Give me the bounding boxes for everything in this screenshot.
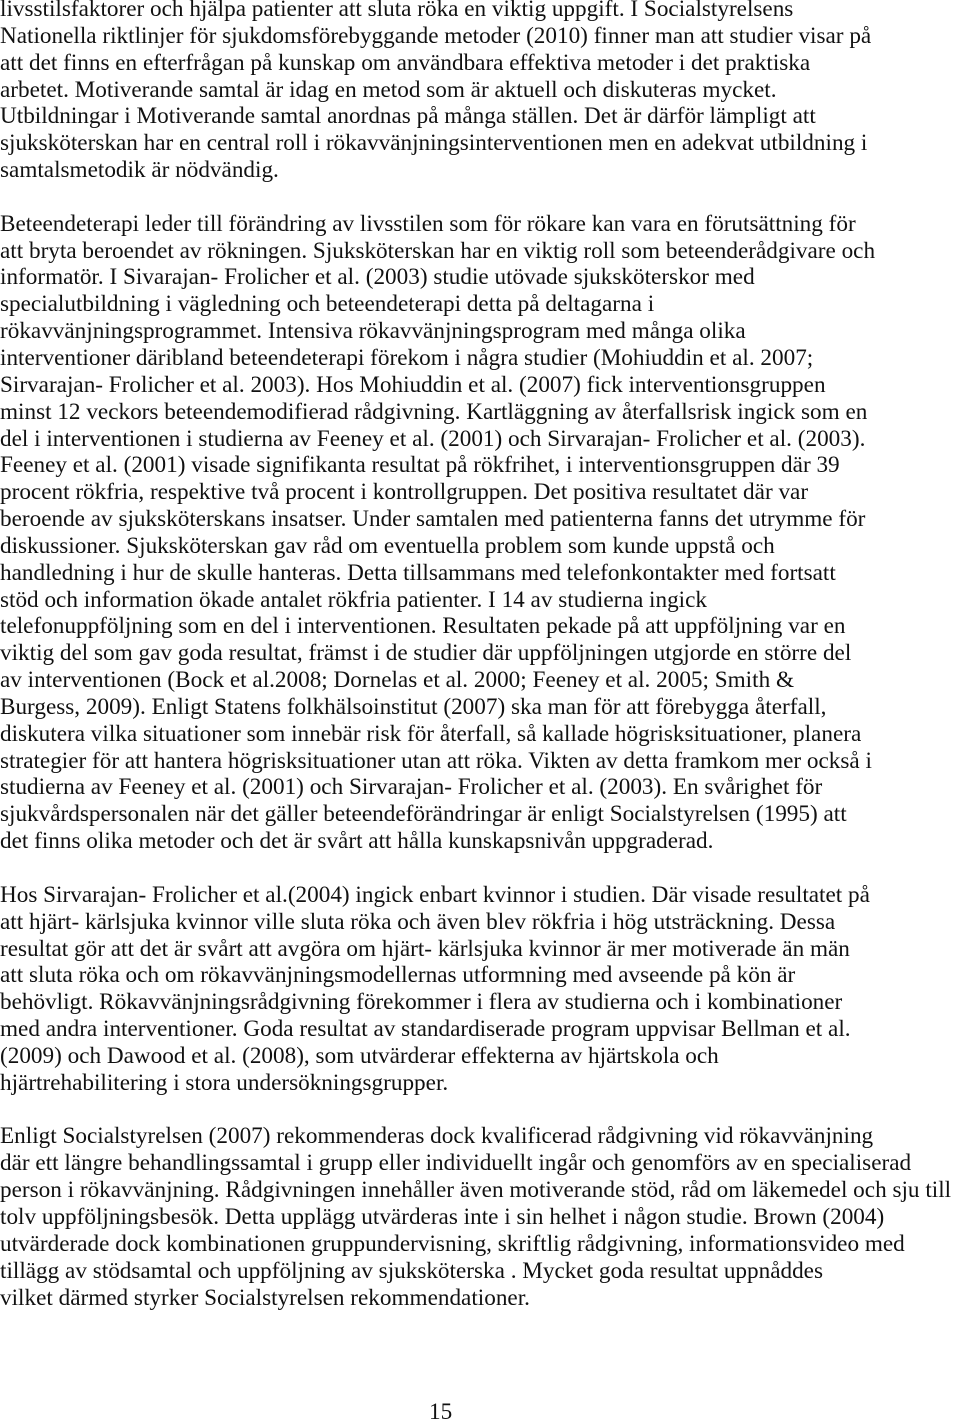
text-line: minst 12 veckors beteendemodifierad rådgivning. Kartläggning av återfallsrisk ingick som en: [0, 398, 868, 425]
text-line: Burgess, 2009). Enligt Statens folkhälsoinstitut (2007) ska man för att förebygga återfall,: [0, 693, 827, 720]
text-line: Utbildningar i Motiverande samtal anordnas på många ställen. Det är därför lämpligt att: [0, 103, 816, 130]
paragraph-2: [0, 211, 960, 855]
text-line: del i interventionen i studierna av Feeney et al. (2001) och Sirvarajan- Frolicher et al. (2003).: [0, 425, 866, 452]
text-line: att sluta röka och om rökavvänjningsmodellernas utformning med avseende på kön är: [0, 962, 796, 989]
text-line: Hos Sirvarajan- Frolicher et al.(2004) ingick enbart kvinnor i studien. Där visade resultatet på: [0, 881, 870, 908]
text-line: arbetet. Motiverande samtal är idag en metod som är aktuell och diskuteras mycket.: [0, 76, 777, 103]
text-line: strategier för att hantera högrisksituationer utan att röka. Vikten av detta framkom mer också i: [0, 747, 872, 774]
text-line: utvärderade dock kombinationen gruppundervisning, skriftlig rådgivning, informationsvideo med: [0, 1230, 905, 1257]
text-line: av interventionen (Bock et al.2008; Dornelas et al. 2000; Feeney et al. 2005; Smith &: [0, 667, 794, 694]
text-line: livsstilsfaktorer och hjälpa patienter att sluta röka en viktig uppgift. I Socialstyrelsens: [0, 0, 794, 22]
text-line: med andra interventioner. Goda resultat av standardiserade program uppvisar Bellman et al.: [0, 1016, 851, 1043]
text-line: diskussioner. Sjuksköterskan gav råd om eventuella problem som kunde uppstå och: [0, 532, 775, 559]
text-line: sjuksköterskan har en central roll i rökavvänjningsinterventionen men en adekvat utbildning i: [0, 130, 868, 157]
text-line: där ett längre behandlingssamtal i grupp eller individuellt ingår och genomförs av en specialiserad: [0, 1150, 912, 1177]
text-line: person i rökavvänjning. Rådgivningen innehåller även motiverande stöd, råd om läkemedel och sju till: [0, 1177, 952, 1204]
text-line: hjärtrehabilitering i stora undersökningsgrupper.: [0, 1069, 449, 1096]
text-line: stöd och information ökade antalet rökfria patienter. I 14 av studierna ingick: [0, 586, 707, 613]
text-line: att det finns en efterfrågan på kunskap om användbara effektiva metoder i det praktiska: [0, 49, 811, 76]
text-line: informatör. I Sivarajan- Frolicher et al. (2003) studie utövade sjuksköterskor med: [0, 264, 755, 291]
text-line: telefonuppföljning som en del i interventionen. Resultaten pekade på att uppföljning var en: [0, 613, 846, 640]
text-line: det finns olika metoder och det är svårt att hålla kunskapsnivån uppgraderad.: [0, 828, 714, 855]
text-line: att hjärt- kärlsjuka kvinnor ville sluta röka och även blev rökfria i hög utsträckning. Dessa: [0, 908, 836, 935]
text-line: studierna av Feeney et al. (2001) och Sirvarajan- Frolicher et al. (2003). En svårighet för: [0, 774, 823, 801]
text-line: procent rökfria, respektive två procent i kontrollgruppen. Det positiva resultatet där var: [0, 479, 809, 506]
text-line: specialutbildning i vägledning och beteendeterapi detta på deltagarna i: [0, 291, 655, 318]
text-line: resultat gör att det är svårt att avgöra om hjärt- kärlsjuka kvinnor är mer motiverade än män: [0, 935, 850, 962]
text-line: handledning i hur de skulle hanteras. Detta tillsammans med telefonkontakter med fortsatt: [0, 559, 836, 586]
text-line: interventioner däribland beteendeterapi förekom i några studier (Mohiuddin et al. 2007;: [0, 344, 814, 371]
paragraph-3: [0, 882, 960, 1097]
page-number: 15: [429, 1399, 453, 1423]
text-line: Beteendeterapi leder till förändring av livsstilen som för rökare kan vara en förutsättning för: [0, 210, 856, 237]
text-line: viktig del som gav goda resultat, främst i de studier där uppföljningen utgjorde en större del: [0, 640, 852, 667]
text-line: diskutera vilka situationer som innebär risk för återfall, så kallade högrisksituationer, planera: [0, 720, 862, 747]
text-line: Nationella riktlinjer för sjukdomsförebyggande metoder (2010) finner man att studier visar på: [0, 22, 872, 49]
text-line: Sirvarajan- Frolicher et al. 2003). Hos Mohiuddin et al. (2007) fick interventionsgruppen: [0, 371, 826, 398]
text-line: Enligt Socialstyrelsen (2007) rekommenderas dock kvalificerad rådgivning vid rökavvänjning: [0, 1123, 874, 1150]
text-line: vilket därmed styrker Socialstyrelsen rekommendationer.: [0, 1284, 530, 1311]
text-line: tillägg av stödsamtal och uppföljning av sjuksköterska . Mycket goda resultat uppnåddes: [0, 1257, 823, 1284]
paragraph-4: [0, 1123, 960, 1311]
text-line: sjukvårdspersonalen när det gäller beteendeförändringar är enligt Socialstyrelsen (1995) att: [0, 801, 847, 828]
text-line: (2009) och Dawood et al. (2008), som utvärderar effekterna av hjärtskola och: [0, 1042, 719, 1069]
text-line: rökavvänjningsprogrammet. Intensiva rökavvänjningsprogram med många olika: [0, 318, 746, 345]
text-line: att bryta beroendet av rökningen. Sjuksköterskan har en viktig roll som beteenderådgivare och: [0, 237, 876, 264]
paragraph-1: [0, 0, 960, 184]
text-line: tolv uppföljningsbesök. Detta upplägg utvärderas inte i sin helhet i någon studie. Brown (2004): [0, 1203, 885, 1230]
text-line: behövligt. Rökavvänjningsrådgivning förekommer i flera av studierna och i kombinationer: [0, 989, 843, 1016]
text-line: Feeney et al. (2001) visade signifikanta resultat på rökfrihet, i interventionsgruppen där 39: [0, 452, 840, 479]
text-line: beroende av sjuksköterskans insatser. Under samtalen med patienterna fanns det utrymme för: [0, 506, 866, 533]
text-line: samtalsmetodik är nödvändig.: [0, 157, 279, 184]
